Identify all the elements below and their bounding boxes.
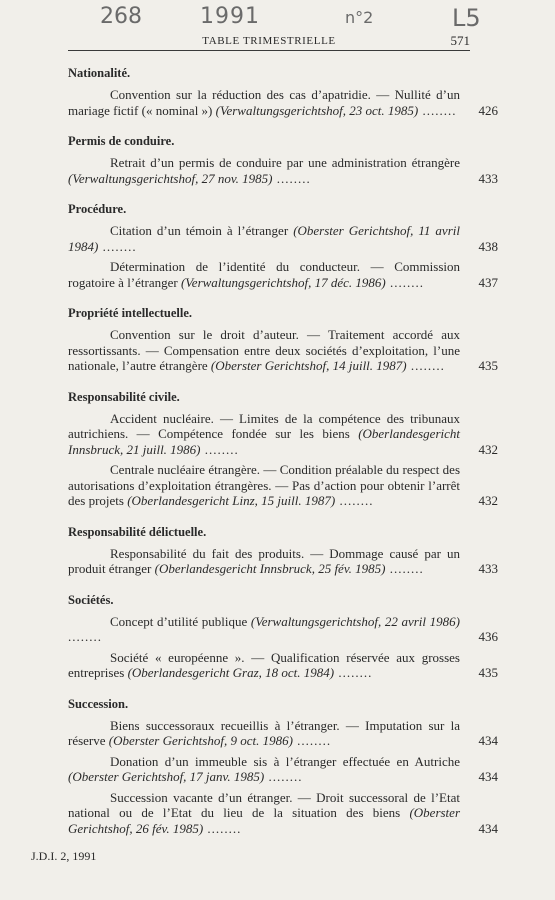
entry-page-number: 435 — [478, 358, 498, 373]
section-heading: Permis de conduire. — [68, 134, 175, 148]
index-section — [68, 525, 498, 577]
entry-citation: (Verwaltungsgerichtshof, 27 nov. 1985) — [68, 170, 273, 186]
entry-page-number: 434 — [478, 820, 498, 836]
entry-page-number: 434 — [478, 769, 498, 784]
index-section — [68, 306, 498, 374]
entry-citation: (Oberlandesgericht Graz, 18 oct. 1984) — [127, 665, 335, 680]
index-section — [68, 593, 498, 681]
entry-citation: (Oberster Gerichtshof, 14 juill. 1987) — [210, 358, 407, 373]
index-entry — [68, 411, 498, 458]
dot-leader: ........ — [335, 493, 374, 508]
index-entry — [68, 650, 498, 681]
index-entry — [68, 259, 498, 290]
handwritten-number: 268 — [100, 4, 142, 29]
index-entry — [68, 718, 498, 749]
entry-page-number: 438 — [478, 238, 498, 254]
entry-text — [68, 754, 460, 785]
dot-leader: ........ — [203, 820, 242, 836]
entry-citation: (Oberster Gerichtshof, 17 janv. 1985) — [68, 769, 265, 784]
dot-leader: ........ — [418, 102, 457, 118]
index-entry — [68, 790, 498, 837]
header-title: TABLE TRIMESTRIELLE — [202, 35, 336, 47]
index-content — [68, 66, 498, 852]
index-section — [68, 390, 498, 509]
index-entry — [68, 87, 498, 118]
entry-citation: (Verwaltungsgerichtshof, 17 déc. 1986) — [180, 274, 386, 290]
section-heading: Nationalité. — [68, 66, 131, 80]
entry-text — [68, 327, 460, 374]
dot-leader: ........ — [264, 769, 303, 784]
entry-citation: (Verwaltungsgerichtshof, 23 oct. 1985) — [215, 102, 419, 118]
entry-citation: (Oberster Gerichtshof, 9 oct. 1986) — [108, 733, 293, 748]
entry-description: Concept d’utilité publique — [110, 613, 251, 629]
section-heading: Responsabilité civile. — [68, 389, 180, 404]
entry-description: Citation d’un témoin à l’étranger — [110, 223, 294, 238]
index-entry — [68, 223, 498, 254]
entry-description: Détermination de l’identité du conducteur. — Commission rogatoire à l’étranger — [68, 259, 460, 290]
index-entry — [68, 155, 498, 186]
entry-citation: (Oberlandesgericht Innsbruck, 25 fév. 1985) — [154, 561, 386, 576]
section-heading: Responsabilité délictuelle. — [68, 524, 207, 539]
entry-page-number: 433 — [478, 561, 498, 576]
entry-page-number: 433 — [478, 170, 498, 186]
entry-page-number: 436 — [478, 629, 498, 644]
entry-citation: (Oberlandesgericht Innsbruck, 21 juill. 1986) — [68, 426, 460, 457]
entry-page-number: 432 — [478, 441, 498, 457]
entry-text — [68, 462, 460, 509]
entry-citation: (Oberster Gerichtshof, 11 avril 1984) — [68, 223, 460, 254]
entry-text — [68, 259, 460, 290]
dot-leader: ........ — [292, 733, 332, 748]
handwritten-year: 1991 — [200, 4, 260, 29]
handwritten-issue: n°2 — [345, 8, 374, 27]
index-entry — [68, 614, 498, 645]
index-section — [68, 697, 498, 837]
entry-description: Succession vacante d’un étranger. — Droit successoral de l’Etat national ou de l’Etat du lieu de la situation des biens — [68, 789, 460, 820]
entry-citation: (Verwaltungsgerichtshof, 22 avril 1986) — [250, 613, 460, 629]
entry-description: Convention sur le droit d’auteur. — Traitement accordé aux ressortissants. — Compensation entre deux sociétés d’exploitation, l’une nationale, l’autre étrangère — [68, 327, 460, 373]
entry-text — [68, 411, 460, 458]
entry-description: Retrait d’un permis de conduire par une administration étrangère — [110, 155, 460, 170]
entry-text — [68, 650, 460, 681]
dot-leader: ........ — [406, 358, 445, 373]
entry-description: Société « européenne ». — Qualification réservée aux grosses entreprises — [68, 649, 460, 680]
entry-text — [68, 790, 460, 837]
running-header — [68, 34, 470, 51]
index-section — [68, 202, 498, 290]
entry-page-number: 437 — [478, 274, 498, 290]
dot-leader: ........ — [98, 238, 137, 254]
handwritten-annotations — [0, 4, 555, 34]
section-heading: Sociétés. — [68, 592, 114, 607]
entry-description: Responsabilité du fait des produits. — Dommage causé par un produit étranger — [68, 545, 460, 576]
entry-page-number: 426 — [478, 102, 498, 118]
dot-leader: ........ — [272, 170, 311, 186]
entry-description: Centrale nucléaire étrangère. — Condition préalable du respect des autorisations d’exploitation étrangères. — Pas d’action pour obtenir l’arrêt des projets — [68, 462, 460, 508]
page-number: 571 — [450, 33, 470, 48]
journal-footer: J.D.I. 2, 1991 — [31, 849, 97, 863]
section-heading: Propriété intellectuelle. — [68, 306, 193, 320]
index-entry — [68, 327, 498, 374]
section-heading: Procédure. — [68, 202, 127, 216]
entry-citation: (Oberster Gerichtshof, 26 fév. 1985) — [68, 805, 460, 836]
entry-text — [68, 155, 460, 186]
entry-page-number: 434 — [478, 733, 498, 748]
section-heading: Succession. — [68, 696, 129, 711]
handwritten-mark: L5 — [452, 4, 481, 32]
entry-text — [68, 614, 460, 645]
index-entry — [68, 754, 498, 785]
entry-description: Convention sur la réduction des cas d’apatridie. — Nullité d’un mariage fictif (« nominal ») — [68, 87, 460, 118]
dot-leader: ........ — [385, 561, 424, 576]
dot-leader: ........ — [334, 665, 373, 680]
index-section — [68, 66, 498, 118]
index-entry — [68, 462, 498, 509]
entry-citation: (Oberlandesgericht Linz, 15 juill. 1987) — [127, 493, 336, 508]
entry-text — [68, 87, 460, 118]
entry-text — [68, 718, 460, 749]
dot-leader: ........ — [200, 441, 239, 457]
entry-page-number: 432 — [478, 493, 498, 508]
index-section — [68, 134, 498, 186]
dot-leader: ........ — [68, 629, 102, 644]
index-entry — [68, 546, 498, 577]
entry-description: Donation d’un immeuble sis à l’étranger effectuée en Autriche — [110, 753, 460, 769]
entry-page-number: 435 — [478, 665, 498, 680]
entry-text — [68, 223, 460, 254]
dot-leader: ........ — [385, 274, 424, 290]
entry-description: Biens successoraux recueillis à l’étranger. — Imputation sur la réserve — [68, 717, 460, 748]
entry-text — [68, 546, 460, 577]
entry-description: Accident nucléaire. — Limites de la compétence des tribunaux autrichiens. — Compétence fondée sur les biens — [68, 410, 460, 441]
